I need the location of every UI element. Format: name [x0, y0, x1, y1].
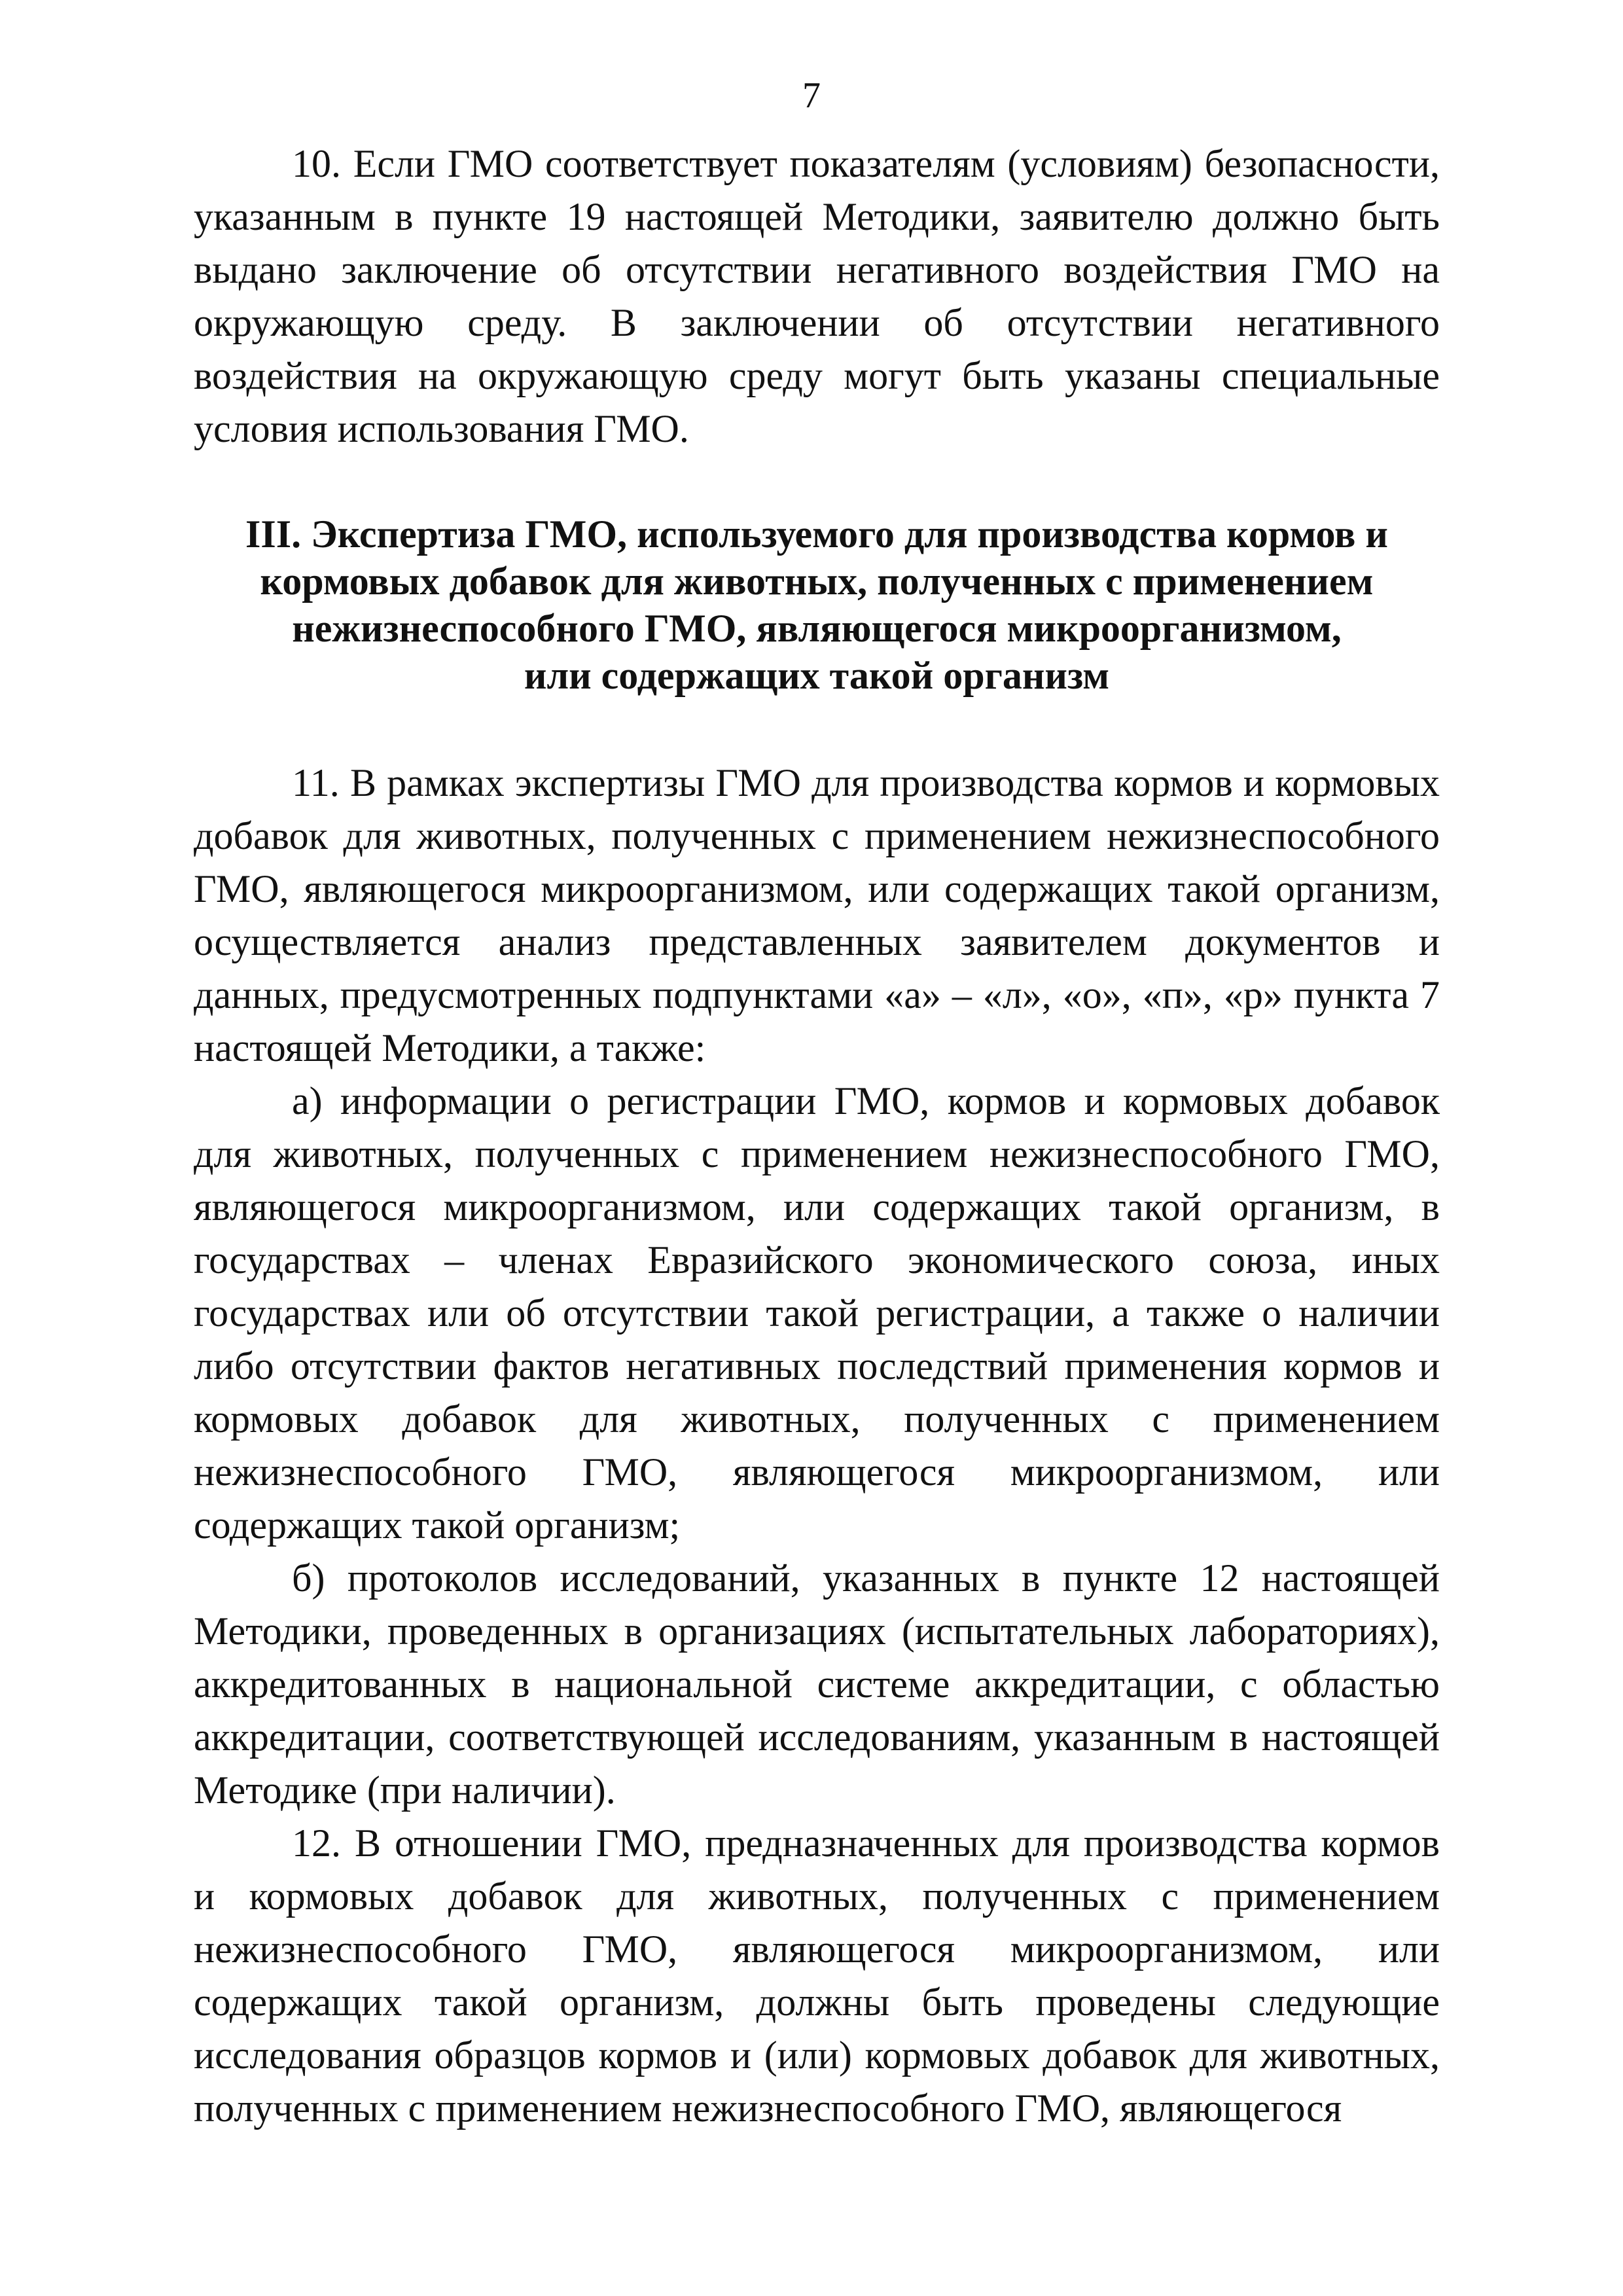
paragraph-10: 10. Если ГМО соответствует показателям (условиям) безопасности, указанным в пункте 19 настоящей Методики, заявителю должно быть выдано заключение об отсутствии негативного воздействия ГМО на окружающую среду. В заключении об отсутствии негативного воздействия на окружающую среду могут быть указаны специальные условия использования ГМО. [194, 142, 1440, 450]
paragraph-11-item-b: б) протоколов исследований, указанных в пункте 12 настоящей Методики, проведенных в организациях (испытательных лабораториях), аккредитованных в национальной системе аккредитации, с областью аккредитации, соответствующей исследованиям, указанным в настоящей Методике (при наличии). [194, 1556, 1440, 1812]
paragraph-11-item-a: а) информации о регистрации ГМО, кормов и кормовых добавок для животных, полученных с применением нежизнеспособного ГМО, являющегося микроорганизмом, или содержащих такой организм, в государствах – членах Евразийского экономического союза, иных государствах или об отсутствии такой регистрации, а также о наличии либо отсутствии фактов негативных последствий применения кормов и кормовых добавок для животных, полученных с применением нежизнеспособного ГМО, являющегося микроорганизмом, или содержащих такой организм; [194, 1079, 1440, 1547]
section-heading-line: III. Экспертиза ГМО, используемого для производства кормов и [245, 512, 1388, 556]
section-heading-line: нежизнеспособного ГМО, являющегося микроорганизмом, [292, 607, 1342, 650]
page-number: 7 [802, 75, 821, 116]
section-heading-iii [194, 511, 1440, 699]
document-body [194, 137, 1440, 2135]
paragraph-11: 11. В рамках экспертизы ГМО для производства кормов и кормовых добавок для животных, полученных с применением нежизнеспособного ГМО, являющегося микроорганизмом, или содержащих такой организм, осуществляется анализ представленных заявителем документов и данных, предусмотренных подпунктами «а» – «л», «о», «п», «р» пункта 7 настоящей Методики, а также: [194, 761, 1440, 1069]
section-heading-line: или содержащих такой организм [524, 654, 1110, 697]
paragraph-12: 12. В отношении ГМО, предназначенных для производства кормов и кормовых добавок для животных, полученных с применением нежизнеспособного ГМО, являющегося микроорганизмом, или содержащих такой организм, должны быть проведены следующие исследования образцов кормов и (или) кормовых добавок для животных, полученных с применением нежизнеспособного ГМО, являющегося [194, 1821, 1440, 2130]
section-heading-line: кормовых добавок для животных, полученных с применением [260, 560, 1374, 603]
